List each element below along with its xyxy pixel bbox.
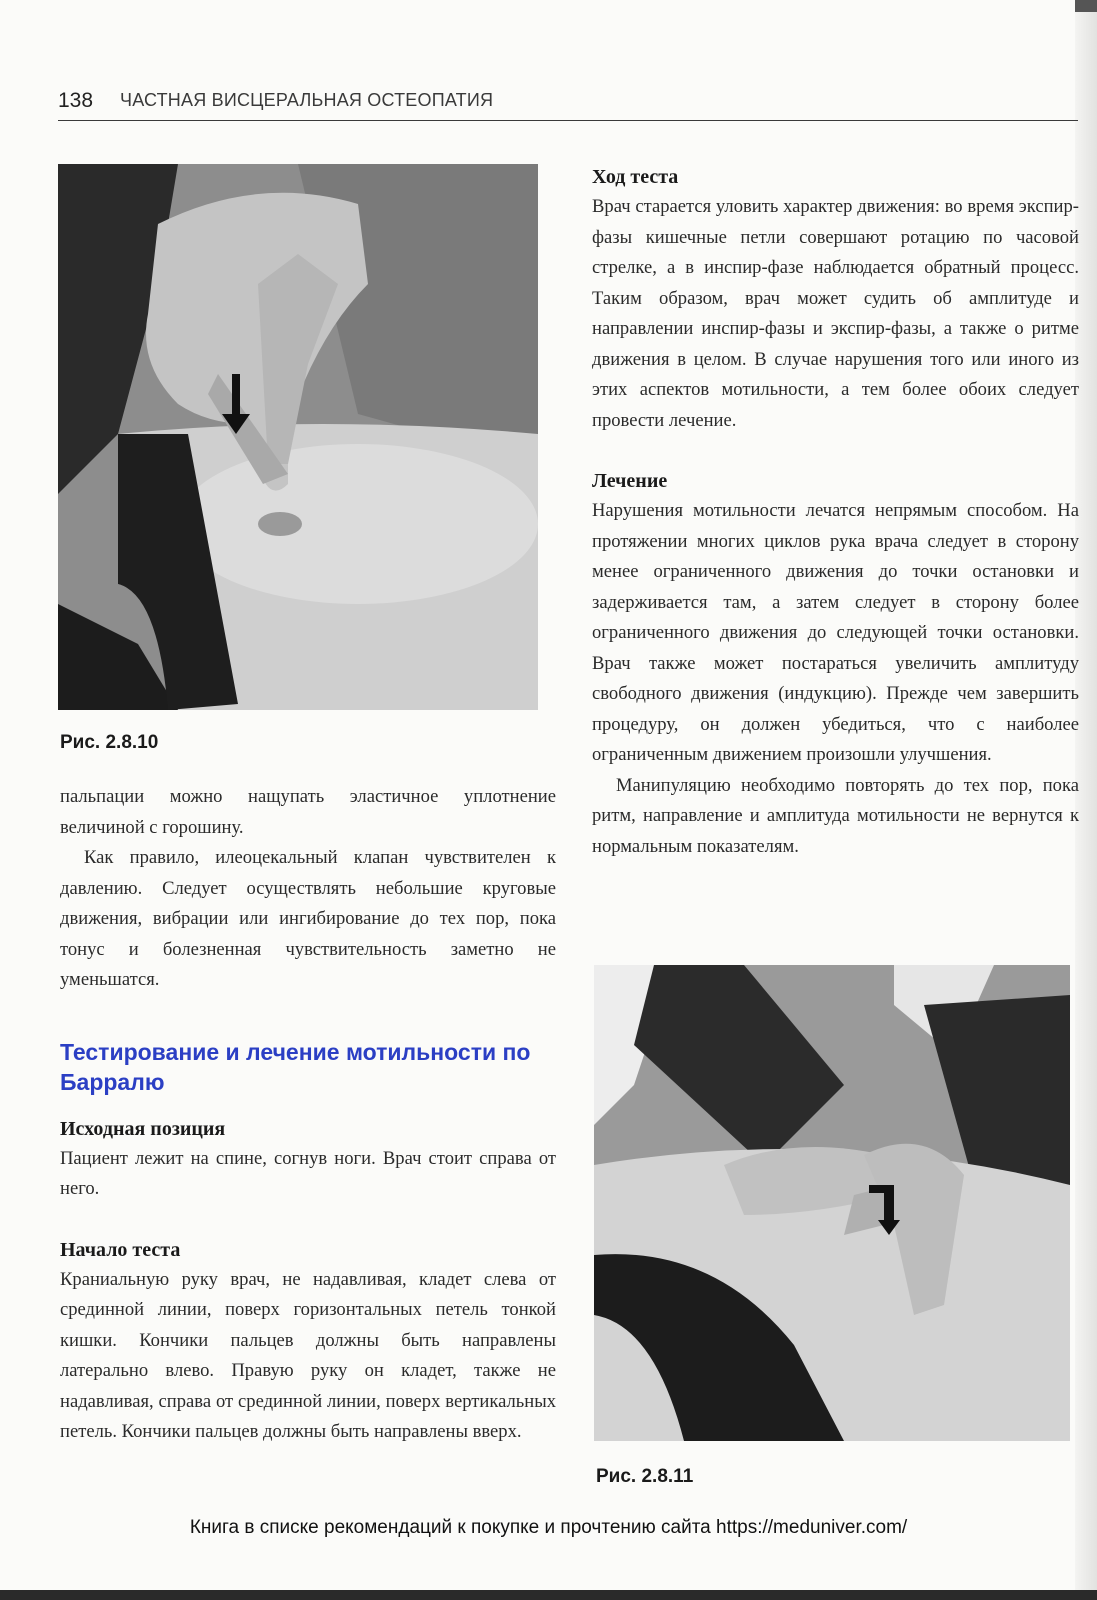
page-corner (1075, 0, 1097, 12)
page-number: 138 (58, 89, 94, 112)
running-title: ЧАСТНАЯ ВИСЦЕРАЛЬНАЯ ОСТЕОПАТИЯ (120, 90, 494, 110)
page-bottom-edge (0, 1590, 1097, 1600)
footer-note: Книга в списке рекомендаций к покупке и прочтению сайта https://meduniver.com/ (189, 1517, 908, 1538)
figure-2-8-11-photo (594, 965, 1070, 1441)
figure-2-8-10-caption: Рис. 2.8.10 (60, 732, 159, 753)
paragraph: Нарушения мотильности лечатся непрямым способом. На протяжении многих циклов рука врача следует в сторону менее ограниченного движения до точки остановки и задерживается там, а затем следует в сторону более ограниченного движения до следующей точки остановки. Врач также может постараться увеличить амплитуду свободного движения (индукцию). Прежде чем завершить процедуру, он должен убедиться, что с наиболее ограниченным движением произошли улучшения. (592, 500, 1079, 765)
paragraph: Краниальную руку врач, не надавливая, кладет слева от срединной линии, поверх горизонтальных петель тонкой кишки. Кончики пальцев должны быть направлены латерально влево. Правую руку он кладет, также не надавливая, справа от срединной линии, поверх вертикальных петель. Кончики пальцев должны быть направлены вверх. (60, 1268, 556, 1442)
subheading: Исходная позиция (60, 1117, 226, 1140)
left-column (60, 782, 556, 1448)
running-header (58, 86, 1078, 121)
subheading: Ход теста (592, 166, 679, 188)
paragraph: Как правило, илеоцекальный клапан чувствителен к давлению. Следует осуществлять небольшие круговые движения, вибрации или ингибирование до тех пор, пока тонус и болезненная чувствительность заметно не уменьшатся. (60, 847, 556, 990)
paragraph: Манипуляцию необходимо повторять до тех пор, пока ритм, направление и амплитуда мотильности не вернутся к нормальным показателям. (592, 774, 1079, 857)
subheading: Начало теста (60, 1238, 181, 1261)
subheading: Лечение (592, 470, 668, 492)
figure-2-8-10-photo (58, 164, 538, 710)
paragraph: Пациент лежит на спине, согнув ноги. Врач стоит справа от него. (60, 1147, 556, 1199)
figure-2-8-11-caption: Рис. 2.8.11 (596, 1466, 694, 1487)
section-title: Тестирование и лечение мотильности по Барралю (60, 1038, 531, 1095)
right-column (592, 162, 1079, 862)
paragraph: пальпации можно нащупать эластичное уплотнение величиной с горошину. (60, 786, 556, 838)
paragraph: Врач старается уловить характер движения: во время экспир-фазы кишечные петли совершают ротацию по часовой стрелке, а в инспир-фазе наблюдается обратный процесс. Таким образом, врач может судить об амплитуде и направлении инспир-фазы и экспир-фазы, а также о ритме движения в целом. В случае нарушения того или иного из этих аспектов мотильности, а тем более обоих следует провести лечение. (592, 196, 1079, 431)
